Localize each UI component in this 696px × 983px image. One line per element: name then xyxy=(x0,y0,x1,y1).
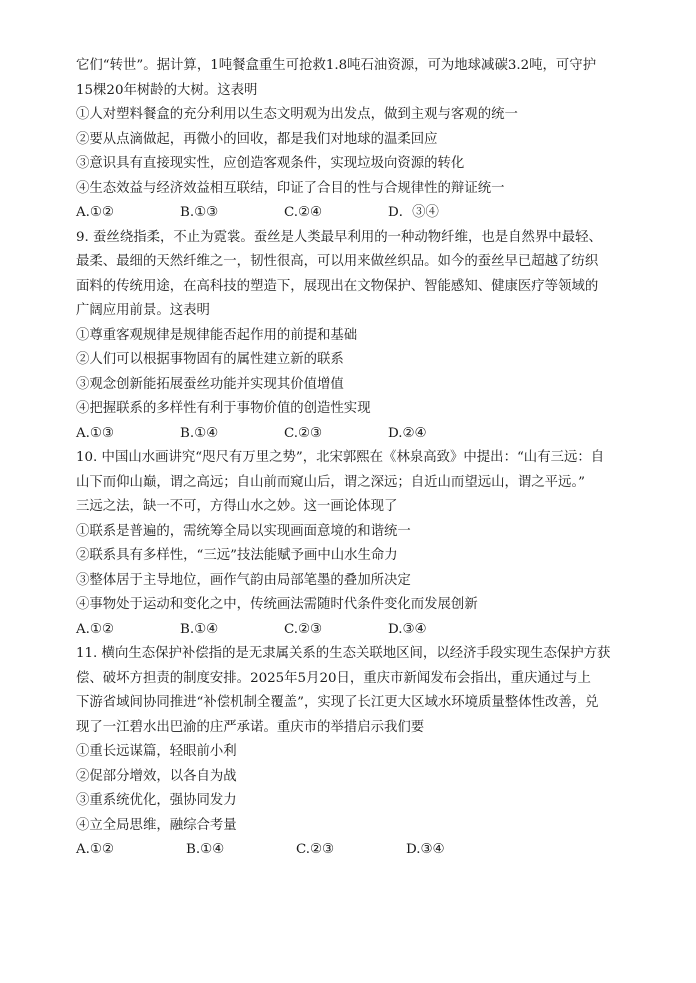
question-stem-line: 10. 中国山水画讲究“咫尺有万里之势”，北宋郭熙在《林泉高致》中提出：“山有三远：自 xyxy=(76,450,605,465)
question-stem-line: 山下而仰山巅，谓之高远；自山前而窥山后，谓之深远；自近山而望远山，谓之平远。” xyxy=(76,474,585,490)
option-d: D.②④ xyxy=(388,425,427,441)
question-stem-line: 它们“转世”。据计算，1吨餐盒重生可抢救1.8吨石油资源，可为地球减碳3.2吨，可守护 xyxy=(76,58,597,73)
statement-2: ②人们可以根据事物固有的属性建立新的联系 xyxy=(76,352,344,367)
option-a: A.①② xyxy=(76,842,114,857)
option-c: C.②④ xyxy=(284,205,323,220)
answer-options xyxy=(76,201,638,226)
statement-3: ③整体居于主导地位，画作气韵由局部笔墨的叠加所决定 xyxy=(76,572,411,588)
question-10 xyxy=(76,446,638,642)
statement-1: ①人对塑料餐盒的充分利用以生态文明观为出发点，做到主观与客观的统一 xyxy=(76,107,518,122)
statement-1: ①联系是普遍的，需统筹全局以实现画面意境的和谐统一 xyxy=(76,523,411,539)
question-8-tail xyxy=(76,54,638,226)
option-b: B.①④ xyxy=(180,425,219,441)
question-stem-line: 面料的传统用途，在高科技的塑造下，展现出在文物保护、智能感知、健康医疗等领域的 xyxy=(76,278,599,294)
answer-options xyxy=(76,838,638,863)
statement-4: ④立全局思维，融综合考量 xyxy=(76,817,237,833)
statement-3: ③意识具有直接现实性，应创造客观条件，实现垃圾向资源的转化 xyxy=(76,156,465,171)
question-11 xyxy=(76,642,638,863)
question-9 xyxy=(76,226,638,447)
answer-options xyxy=(76,422,638,447)
option-a: A.①② xyxy=(76,205,114,220)
option-c: C.②③ xyxy=(296,842,335,857)
question-stem-line: 9. 蚕丝绕指柔，不止为霓裳。蚕丝是人类最早利用的一种动物纤维，也是自然界中最轻、 xyxy=(76,229,602,245)
option-a: A.①② xyxy=(76,621,114,637)
statement-4: ④事物处于运动和变化之中，传统画法需随时代条件变化而发展创新 xyxy=(76,597,478,612)
option-c: C.②③ xyxy=(284,621,323,637)
statement-2: ②联系具有多样性，“三远”技法能赋予画中山水生命力 xyxy=(76,548,398,563)
question-stem-line: 15棵20年树龄的大树。这表明 xyxy=(76,82,258,98)
question-stem-line: 最柔、最细的天然纤维之一，韧性很高，可以用来做丝织品。如今的蚕丝早已超越了纺织 xyxy=(76,254,599,269)
option-b: B.①④ xyxy=(180,621,219,637)
answer-options xyxy=(76,618,638,643)
option-c: C.②③ xyxy=(284,425,323,441)
statement-3: ③重系统优化，强协同发力 xyxy=(76,793,237,808)
statement-4: ④把握联系的多样性有利于事物价值的创造性实现 xyxy=(76,401,371,416)
statement-2: ②促部分增效，以各自为战 xyxy=(76,768,237,784)
option-d: D.③④ xyxy=(388,621,427,637)
option-b: B.①③ xyxy=(180,205,219,220)
statement-2: ②要从点滴做起，再微小的回收，都是我们对地球的温柔回应 xyxy=(76,131,438,147)
question-stem-line: 现了一江碧水出巴渝的庄严承诺。重庆市的举措启示我们要 xyxy=(76,719,425,735)
option-d: D.③④ xyxy=(406,842,445,857)
question-stem-line: 下游省域间协同推进“补偿机制全覆盖”，实现了长江更大区域水环境质量整体性改善，兑 xyxy=(76,695,599,710)
question-stem-line: 三远之法，缺一不可，方得山水之妙。这一画论体现了 xyxy=(76,499,398,514)
option-b: B.①④ xyxy=(186,842,225,857)
statement-4: ④生态效益与经济效益相互联结，印证了合目的性与合规律性的辩证统一 xyxy=(76,180,505,196)
option-d: D．③④ xyxy=(388,205,439,220)
statement-1: ①尊重客观规律是规律能否起作用的前提和基础 xyxy=(76,327,358,343)
option-a: A.①③ xyxy=(76,425,114,441)
question-stem-line: 偿、破坏方担责的制度安排。2025年5月20日，重庆市新闻发布会指出，重庆通过与上 xyxy=(76,670,591,686)
question-stem-line: 广阔应用前景。这表明 xyxy=(76,303,210,318)
question-stem-line: 11. 横向生态保护补偿指的是无隶属关系的生态关联地区间，以经济手段实现生态保护方获 xyxy=(76,646,611,661)
statement-1: ①重长远谋篇，轻眼前小利 xyxy=(76,744,237,759)
statement-3: ③观念创新能拓展蚕丝功能并实现其价值增值 xyxy=(76,376,344,392)
